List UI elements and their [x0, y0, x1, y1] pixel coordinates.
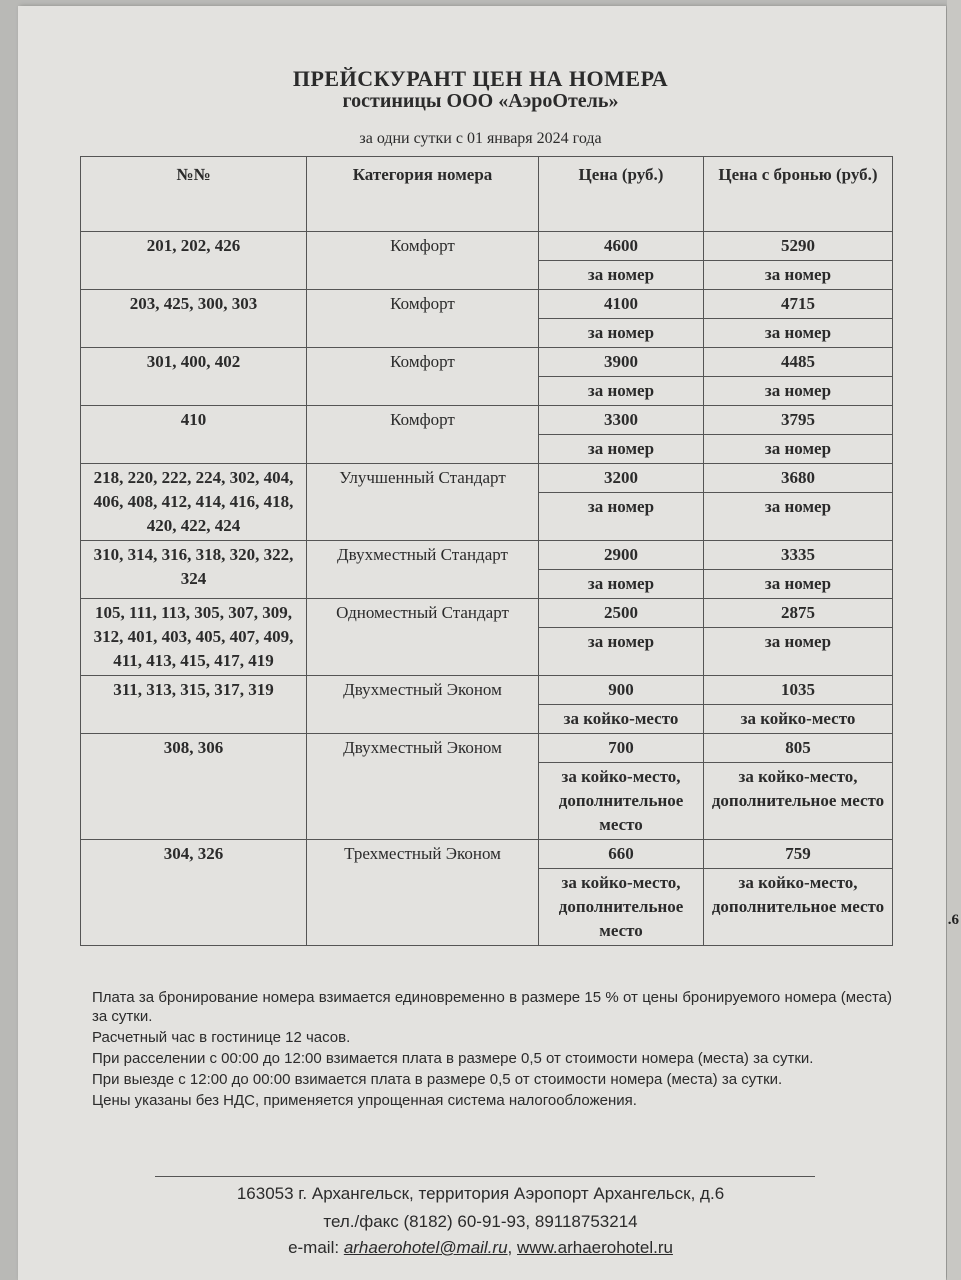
- booking-unit-cell: за номер: [704, 628, 893, 676]
- booking-price-cell: 805: [704, 734, 893, 763]
- category-cell: Комфорт: [307, 406, 539, 464]
- booking-unit-cell: за номер: [704, 261, 893, 290]
- booking-price-cell: 3335: [704, 541, 893, 570]
- edge-mark: .6: [947, 912, 959, 928]
- page-edge: [947, 0, 961, 1280]
- table-row: [81, 676, 893, 705]
- booking-unit-cell: за койко-место: [704, 705, 893, 734]
- price-unit-cell: за койко-место, дополнительное место: [539, 869, 704, 946]
- booking-price-cell: 4715: [704, 290, 893, 319]
- document-title: ПРЕЙСКУРАНТ ЦЕН НА НОМЕРА: [292, 66, 669, 91]
- room-numbers-cell: 203, 425, 300, 303: [81, 290, 307, 348]
- booking-unit-cell: за номер: [704, 570, 893, 599]
- booking-unit-cell: за номер: [704, 319, 893, 348]
- price-cell: 660: [539, 840, 704, 869]
- category-cell: Двухместный Эконом: [307, 676, 539, 734]
- room-numbers-cell: 310, 314, 316, 318, 320, 322, 324: [81, 541, 307, 599]
- price-cell: 2500: [539, 599, 704, 628]
- table-row: [81, 290, 893, 319]
- note-late-checkout: При выезде с 12:00 до 00:00 взимается плата в размере 0,5 от стоимости номера (места) за сутки.: [92, 1071, 783, 1088]
- table-header-row: [81, 157, 893, 232]
- document-subtitle: гостиницы ООО «АэроОтель»: [342, 90, 619, 112]
- category-cell: Комфорт: [307, 290, 539, 348]
- category-cell: Улучшенный Стандарт: [307, 464, 539, 541]
- room-numbers-cell: 105, 111, 113, 305, 307, 309, 312, 401, 403, 405, 407, 409, 411, 413, 415, 417, 419: [81, 599, 307, 676]
- room-numbers-cell: 308, 306: [81, 734, 307, 840]
- email-link[interactable]: arhaerohotel@mail.ru: [343, 1238, 508, 1257]
- price-unit-cell: за койко-место, дополнительное место: [539, 763, 704, 840]
- contact-separator: ,: [507, 1238, 513, 1257]
- price-cell: 3300: [539, 406, 704, 435]
- room-numbers-cell: 201, 202, 426: [81, 232, 307, 290]
- price-unit-cell: за койко-место: [539, 705, 704, 734]
- category-cell: Трехместный Эконом: [307, 840, 539, 946]
- price-unit-cell: за номер: [539, 261, 704, 290]
- booking-unit-cell: за номер: [704, 493, 893, 541]
- category-cell: Двухместный Стандарт: [307, 541, 539, 599]
- booking-price-cell: 5290: [704, 232, 893, 261]
- room-numbers-cell: 218, 220, 222, 224, 302, 404, 406, 408, 412, 414, 416, 418, 420, 422, 424: [81, 464, 307, 541]
- table-row: [81, 840, 893, 869]
- room-numbers-cell: 311, 313, 315, 317, 319: [81, 676, 307, 734]
- price-unit-cell: за номер: [539, 435, 704, 464]
- price-unit-cell: за номер: [539, 628, 704, 676]
- table-row: [81, 348, 893, 377]
- footer-address: 163053 г. Архангельск, территория Аэропорт Архангельск, д.6: [236, 1184, 725, 1203]
- table-row: [81, 541, 893, 570]
- validity-period: за одни сутки с 01 января 2024 года: [359, 130, 602, 147]
- note-booking-fee: Плата за бронирование номера взимается единовременно в размере 15 % от цены бронируемого номера (места) за сутки.: [92, 989, 892, 1025]
- price-cell: 2900: [539, 541, 704, 570]
- website-link[interactable]: www.arhaerohotel.ru: [517, 1238, 673, 1257]
- price-unit-cell: за номер: [539, 319, 704, 348]
- footer-contacts: [0, 1238, 961, 1258]
- price-cell: 4100: [539, 290, 704, 319]
- column-header-booking-price: Цена с бронью (руб.): [704, 157, 893, 232]
- room-numbers-cell: 410: [81, 406, 307, 464]
- category-cell: Комфорт: [307, 232, 539, 290]
- note-checkout-hour: Расчетный час в гостинице 12 часов.: [92, 1029, 351, 1046]
- category-cell: Комфорт: [307, 348, 539, 406]
- table-row: [81, 599, 893, 628]
- price-unit-cell: за номер: [539, 377, 704, 406]
- note-early-checkin: При расселении с 00:00 до 12:00 взимается плата в размере 0,5 от стоимости номера (места) за сутки.: [92, 1050, 814, 1067]
- booking-price-cell: 1035: [704, 676, 893, 705]
- booking-price-cell: 3795: [704, 406, 893, 435]
- note-vat: Цены указаны без НДС, применяется упрощенная система налогообложения.: [92, 1092, 637, 1109]
- price-cell: 700: [539, 734, 704, 763]
- price-unit-cell: за номер: [539, 570, 704, 599]
- price-unit-cell: за номер: [539, 493, 704, 541]
- price-table: [80, 156, 893, 946]
- price-cell: 3900: [539, 348, 704, 377]
- table-row: [81, 464, 893, 493]
- footer-phone: тел./факс (8182) 60-91-93, 89118753214: [323, 1212, 638, 1231]
- price-cell: 3200: [539, 464, 704, 493]
- booking-price-cell: 759: [704, 840, 893, 869]
- booking-price-cell: 3680: [704, 464, 893, 493]
- price-table-body: [81, 232, 893, 946]
- table-row: [81, 406, 893, 435]
- price-cell: 900: [539, 676, 704, 705]
- category-cell: Одноместный Стандарт: [307, 599, 539, 676]
- price-cell: 4600: [539, 232, 704, 261]
- room-numbers-cell: 301, 400, 402: [81, 348, 307, 406]
- column-header-category: Категория номера: [307, 157, 539, 232]
- booking-price-cell: 4485: [704, 348, 893, 377]
- column-header-rooms: №№: [81, 157, 307, 232]
- table-row: [81, 232, 893, 261]
- column-header-price: Цена (руб.): [539, 157, 704, 232]
- table-row: [81, 734, 893, 763]
- booking-unit-cell: за койко-место, дополнительное место: [704, 869, 893, 946]
- notes-block: [92, 988, 892, 1112]
- footer-divider: [155, 1176, 815, 1177]
- booking-unit-cell: за номер: [704, 377, 893, 406]
- room-numbers-cell: 304, 326: [81, 840, 307, 946]
- email-label: e-mail:: [288, 1238, 340, 1257]
- category-cell: Двухместный Эконом: [307, 734, 539, 840]
- booking-price-cell: 2875: [704, 599, 893, 628]
- booking-unit-cell: за номер: [704, 435, 893, 464]
- booking-unit-cell: за койко-место, дополнительное место: [704, 763, 893, 840]
